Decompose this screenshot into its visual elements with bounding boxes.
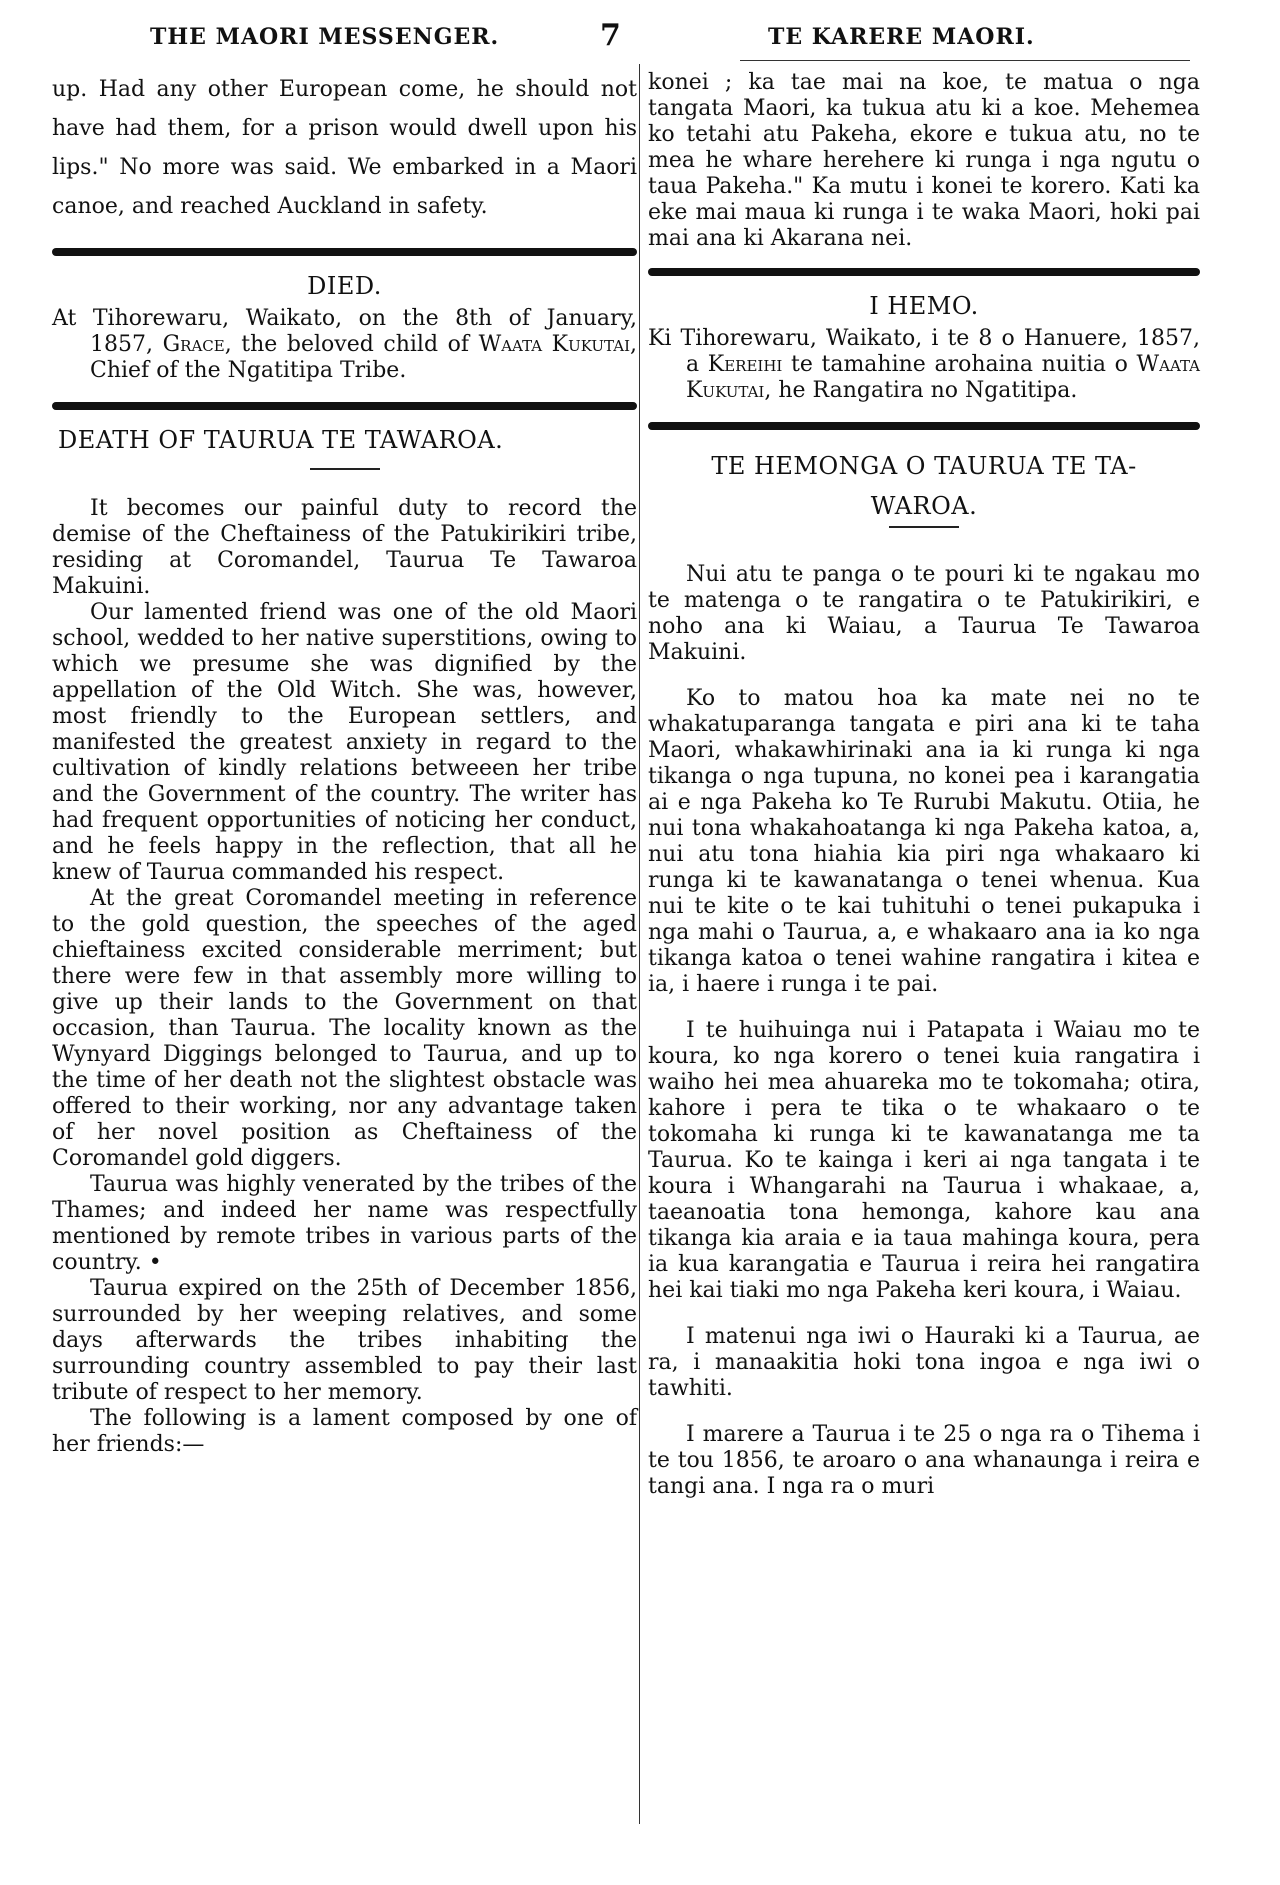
died-father: Waata Kukutai	[686, 352, 1200, 403]
maori-died-heading: I HEMO.	[869, 292, 979, 320]
maori-paragraph: Ko to matou hoa ka mate nei no te whakatuparanga tangata e piri ana ki te taha Maori, whakawhirinaki ana ia ki runga ki nga tikanga o nga tupuna, no konei pea i karangatia ai e nga Pakeha ko Te Rurubi Makutu. Otiia, he nui tona whakahoatanga ki nga Pakeha katoa, a, nui atu tona hiahia kia piri nga whakaaro ki runga ki te kawanatanga o tenei whenua. Kua nui te kite o te kai tuhituhi o tenei pukapuka i nga mahi o Taurua, a, e whakaaro ana ia ko nga tikanga katoa o tenei wahine rangatira i kitea e ia, i haere i runga i te pai.	[648, 686, 1200, 997]
died-text-middle: , the beloved child of	[224, 332, 479, 357]
died-father: Waata Kukutai	[478, 332, 630, 357]
english-paragraph: Taurua was highly venerated by the tribes of the Thames; and indeed her name was respectfully mentioned by remote tribes in various parts of the country. •	[52, 1172, 637, 1275]
header-maori-title: TE KARERE MAORI.	[768, 24, 1035, 50]
english-death-heading: DEATH OF TAURUA TE TAWAROA.	[58, 426, 504, 454]
column-divider	[639, 64, 640, 1824]
died-name: Grace	[162, 332, 225, 357]
english-died-heading: DIED.	[307, 272, 382, 300]
died-name: Kereihi	[707, 352, 783, 377]
died-text-after: , Chief of the Ngatitipa Tribe.	[90, 332, 637, 383]
section-rule	[648, 422, 1200, 430]
section-rule	[52, 402, 637, 410]
header-english-title: THE MAORI MESSENGER.	[150, 24, 500, 50]
died-text-middle: te tamahine arohaina nuitia o	[782, 352, 1137, 377]
english-paragraph: The following is a lament composed by one of her friends:—	[52, 1406, 637, 1457]
page-number: 7	[600, 18, 621, 53]
short-rule	[310, 468, 380, 470]
english-paragraph: Taurua expired on the 25th of December 1856, surrounded by her weeping relatives, and some days afterwards the tribes inhabiting the surrounding country assembled to pay their last tribute of respect to her memory.	[52, 1276, 637, 1405]
died-text-before: At Tihorewaru, Waikato, on the 8th of January, 1857,	[52, 306, 637, 357]
english-continuation: up. Had any other European come, he should not have had them, for a prison would dwell upon his lips." No more was said. We embarked in a Maori canoe, and reached Auckland in safety.	[52, 77, 637, 219]
died-text-after: , he Rangatira no Ngatitipa.	[764, 378, 1078, 403]
header-rule	[740, 60, 1190, 61]
english-paragraph: Our lamented friend was one of the old Maori school, wedded to her native superstitions, owing to which we presume she was dignified by the appellation of the Old Witch. She was, however, most friendly to the European settlers, and manifested the greatest anxiety in regard to the cultivation of kindly relations betweeen her tribe and the Government of the country. The writer has had frequent opportunities of noticing her conduct, and he feels happy in the reflection, that all he knew of Taurua commanded his respect.	[52, 600, 637, 885]
maori-paragraph: I marere a Taurua i te 25 o nga ra o Tihema i te tou 1856, te aroaro o ana whanaunga i reira e tangi ana. I nga ra o muri	[648, 1422, 1200, 1499]
maori-column	[648, 70, 1200, 1500]
section-rule	[52, 248, 637, 256]
maori-paragraph: Nui atu te panga o te pouri ki te ngakau mo te matenga o te rangatira o te Patukirikiri, e noho ana ki Waiau, a Taurua Te Tawaroa Makuini.	[648, 562, 1200, 665]
maori-continuation: konei ; ka tae mai na koe, te matua o nga tangata Maori, ka tukua atu ki a koe. Mehemea ko tetahi atu Pakeha, ekore e tukua atu, no te mea he whare herehere ki runga i nga ngutu o taua Pakeha." Ka mutu i konei te korero. Kati ka eke mai maua ki runga i te waka Maori, hoki pai mai ana ki Akarana nei.	[648, 70, 1200, 251]
english-paragraph: It becomes our painful duty to record the demise of the Cheftainess of the Patukirikiri tribe, residing at Coromandel, Taurua Te Tawaroa Makuini.	[52, 496, 637, 599]
short-rule	[889, 526, 959, 528]
maori-paragraph: I matenui nga iwi o Hauraki ki a Taurua, ae ra, i manaakitia hoki tona ingoa e nga iwi o tawhiti.	[648, 1324, 1200, 1401]
english-died-notice	[52, 306, 637, 384]
running-header	[0, 18, 1280, 58]
english-paragraph: At the great Coromandel meeting in reference to the gold question, the speeches of the aged chieftainess excited considerable merriment; but there were few in that assembly more willing to give up their lands to the Government on that occasion, than Taurua. The locality known as the Wynyard Diggings belonged to Taurua, and up to the time of her death not the slightest obstacle was offered to their working, nor any advantage taken of her novel position as Cheftainess of the Coromandel gold diggers.	[52, 886, 637, 1171]
died-text-before: Ki Tihorewaru, Waikato, i te 8 o Hanuere, 1857, a	[648, 326, 1200, 377]
section-rule	[648, 268, 1200, 276]
maori-death-heading-line2: WAROA.	[870, 492, 978, 520]
maori-paragraph: I te huihuinga nui i Patapata i Waiau mo te koura, ko nga korero o tenei kuia rangatira i waiho hei mea ahuareka mo te tokomaha; otira, kahore i pera te tika o te whakaaro o te tokomaha ki runga ki te kawanatanga me ta Taurua. Ko te kainga i keri ai nga tangata i te koura i Whangarahi na Taurua i whakaae, a, taeanoatia tona hemonga, kahore kau ana tikanga kia araia e ia taua mahinga koura, pera ia kua karangatia e Taurua i reira hei rangatira hei kai tiaki mo nga Pakeha keri koura, i Waiau.	[648, 1018, 1200, 1303]
maori-died-notice	[648, 326, 1200, 404]
english-column	[52, 70, 637, 1458]
maori-death-heading-line1: TE HEMONGA O TAURUA TE TA-	[711, 452, 1137, 480]
